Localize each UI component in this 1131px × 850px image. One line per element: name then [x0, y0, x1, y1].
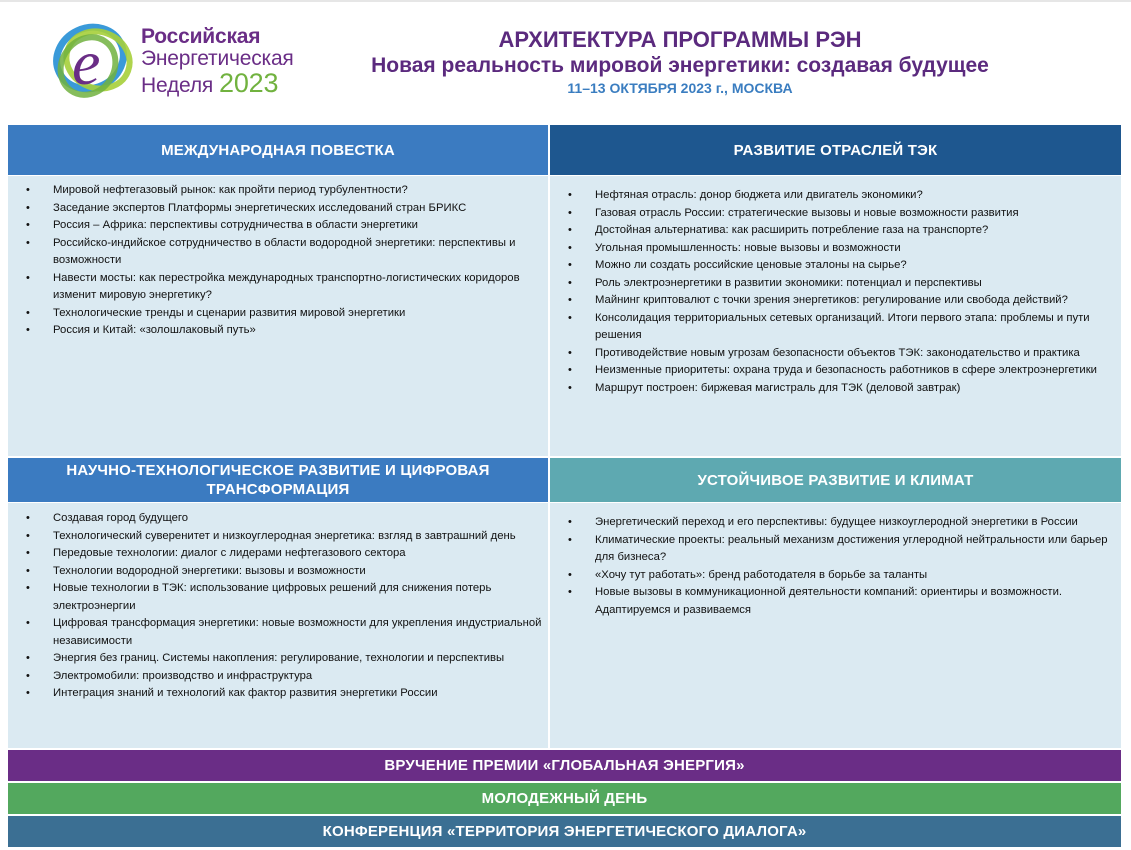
session-item: • Консолидация территориальных сетевых организаций. Итоги первого этапа: проблемы и пути решения: [550, 310, 1121, 345]
session-item: • Нефтяная отрасль: донор бюджета или двигатель экономики?: [550, 187, 1121, 205]
logo-line-2: Энергетическая: [141, 47, 294, 70]
section-body-climate: [550, 503, 1121, 748]
section-body-international: [8, 176, 548, 456]
page-subtitle: Новая реальность мировой энергетики: создавая будущее: [371, 54, 989, 77]
session-item: • Технологический суверенитет и низкоуглеродная энергетика: взгляд в завтрашний день: [8, 528, 548, 546]
ren-logo: [48, 16, 308, 106]
session-item: • Заседание экспертов Платформы энергетических исследований стран БРИКС: [8, 200, 548, 218]
section-body-industries: [550, 176, 1121, 456]
logo-wordmark: [141, 26, 294, 97]
session-list: [550, 503, 1121, 619]
session-item: • Мировой нефтегазовый рынок: как пройти период турбулентности?: [8, 182, 548, 200]
session-item: • Неизменные приоритеты: охрана труда и безопасность работников в сфере электроэнергетики: [550, 362, 1121, 380]
session-item: • «Хочу тут работать»: бренд работодателя в борьбе за таланты: [550, 567, 1121, 585]
session-item: • Новые вызовы в коммуникационной деятельности компаний: ориентиры и возможности. Адаптируемся и развиваемся: [550, 584, 1121, 619]
youth-day-banner: МОЛОДЕЖНЫЙ ДЕНЬ: [8, 783, 1121, 814]
session-item: • Россия и Китай: «золошлаковый путь»: [8, 322, 548, 340]
session-item: • Технологические тренды и сценарии развития мировой энергетики: [8, 305, 548, 323]
top-divider: [0, 0, 1131, 2]
page-title: АРХИТЕКТУРА ПРОГРАММЫ РЭН: [498, 27, 862, 52]
session-item: • Угольная промышленность: новые вызовы и возможности: [550, 240, 1121, 258]
session-item: • Можно ли создать российские ценовые эталоны на сырье?: [550, 257, 1121, 275]
session-item: • Энергия без границ. Системы накопления: регулирование, технологии и перспективы: [8, 650, 548, 668]
event-dates: 11–13 ОКТЯБРЯ 2023 г., МОСКВА: [567, 80, 793, 96]
session-list: [550, 176, 1121, 397]
session-item: • Россия – Африка: перспективы сотрудничества в области энергетики: [8, 217, 548, 235]
section-header-international: МЕЖДУНАРОДНАЯ ПОВЕСТКА: [8, 125, 548, 175]
session-item: • Новые технологии в ТЭК: использование цифровых решений для снижения потерь электроэнергии: [8, 580, 548, 615]
section-header-climate: УСТОЙЧИВОЕ РАЗВИТИЕ И КЛИМАТ: [550, 458, 1121, 502]
award-banner: ВРУЧЕНИЕ ПРЕМИИ «ГЛОБАЛЬНАЯ ЭНЕРГИЯ»: [8, 750, 1121, 781]
session-item: • Интеграция знаний и технологий как фактор развития энергетики России: [8, 685, 548, 703]
section-header-tech: НАУЧНО-ТЕХНОЛОГИЧЕСКОЕ РАЗВИТИЕ И ЦИФРОВАЯ ТРАНСФОРМАЦИЯ: [8, 458, 548, 502]
session-item: • Майнинг криптовалют с точки зрения энергетиков: регулирование или свобода действий?: [550, 292, 1121, 310]
conference-banner: КОНФЕРЕНЦИЯ «ТЕРРИТОРИЯ ЭНЕРГЕТИЧЕСКОГО ДИАЛОГА»: [8, 816, 1121, 847]
session-item: • Климатические проекты: реальный механизм достижения углеродной нейтральности или барьер для бизнеса?: [550, 532, 1121, 567]
session-item: • Маршрут построен: биржевая магистраль для ТЭК (деловой завтрак): [550, 380, 1121, 398]
session-item: • Российско-индийское сотрудничество в области водородной энергетики: перспективы и возможности: [8, 235, 548, 270]
session-list: [8, 176, 548, 340]
session-list: [8, 503, 548, 703]
session-item: • Создавая город будущего: [8, 510, 548, 528]
session-item: • Роль электроэнергетики в развитии экономики: потенциал и перспективы: [550, 275, 1121, 293]
svg-text:e: e: [72, 27, 101, 98]
session-item: • Достойная альтернатива: как расширить потребление газа на транспорте?: [550, 222, 1121, 240]
ren-logo-mark: [48, 16, 140, 106]
session-item: • Противодействие новым угрозам безопасности объектов ТЭК: законодательство и практика: [550, 345, 1121, 363]
logo-line-3: [141, 70, 294, 97]
logo-line-3-text: Неделя: [141, 74, 214, 97]
section-header-industries: РАЗВИТИЕ ОТРАСЛЕЙ ТЭК: [550, 125, 1121, 175]
section-body-tech: [8, 503, 548, 748]
session-item: • Технологии водородной энергетики: вызовы и возможности: [8, 563, 548, 581]
session-item: • Энергетический переход и его перспективы: будущее низкоуглеродной энергетики в России: [550, 514, 1121, 532]
session-item: • Газовая отрасль России: стратегические вызовы и новые возможности развития: [550, 205, 1121, 223]
session-item: • Электромобили: производство и инфраструктура: [8, 668, 548, 686]
session-item: • Цифровая трансформация энергетики: новые возможности для укрепления индустриальной независимости: [8, 615, 548, 650]
logo-line-1: Российская: [141, 25, 261, 48]
logo-year: 2023: [219, 68, 279, 98]
session-item: • Передовые технологии: диалог с лидерами нефтегазового сектора: [8, 545, 548, 563]
session-item: • Навести мосты: как перестройка международных транспортно-логистических коридоров изменит мировую энергетику?: [8, 270, 548, 305]
